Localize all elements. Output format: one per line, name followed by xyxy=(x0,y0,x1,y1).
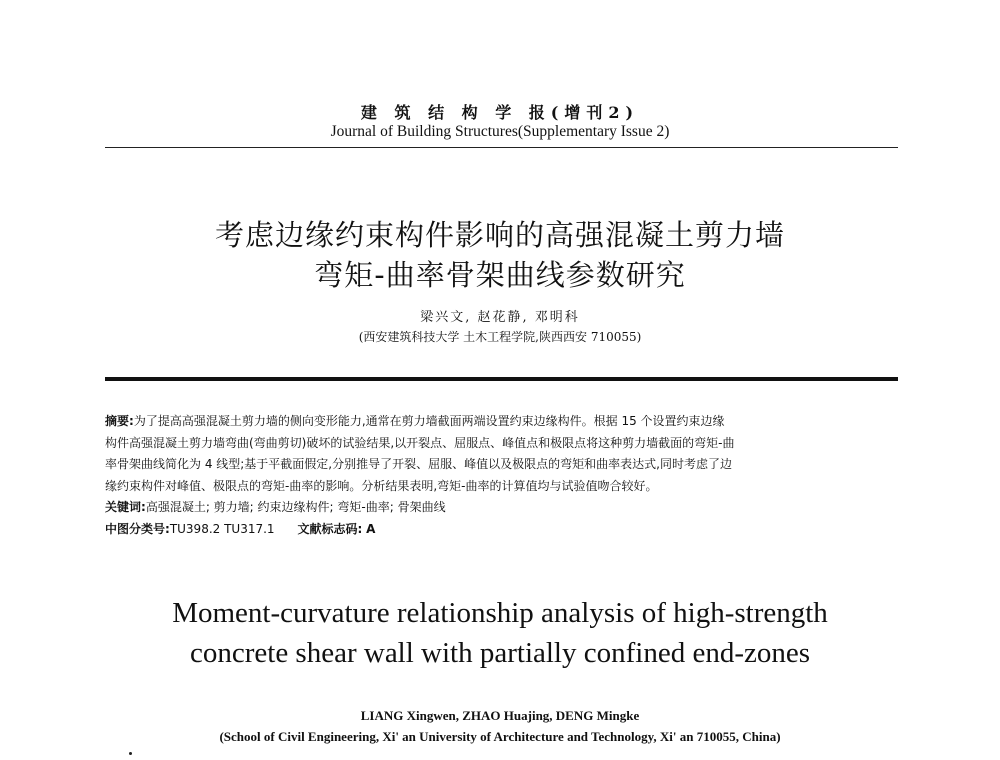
abstract-label: 摘要: xyxy=(105,414,134,428)
paper-title-en-line1: Moment-curvature relationship analysis of high-strength xyxy=(172,597,828,629)
paper-title-cn-line2: 弯矩-曲率骨架曲线参数研究 xyxy=(314,258,686,292)
classification-code: TU398.2 TU317.1 xyxy=(169,521,275,536)
affiliation-cn: (西安建筑科技大学 土木工程学院,陕西西安 710055) xyxy=(358,330,642,344)
abstract-line: 率骨架曲线简化为 4 线型;基于平截面假定,分别推导了开裂、屈服、峰值以及极限点的弯矩和曲率表达式,同时考虑了边 xyxy=(105,457,732,471)
journal-name-en: Journal of Building Structures(Supplementary Issue 2) xyxy=(330,123,670,140)
keywords-label: 关键词: xyxy=(105,500,146,514)
abstract-block xyxy=(105,411,900,540)
keywords-text: 高强混凝土; 剪力墙; 约束边缘构件; 弯矩-曲率; 骨架曲线 xyxy=(145,500,446,514)
keywords-line xyxy=(105,497,900,519)
classification-line xyxy=(105,519,900,541)
abstract-text: 为了提高高强混凝土剪力墙的侧向变形能力,通常在剪力墙截面两端设置约束边缘构件。根据 15 个设置约束边缘 xyxy=(133,414,725,428)
abstract-line: 缘约束构件对峰值、极限点的弯矩-曲率的影响。分析结果表明,弯矩-曲率的计算值均与试验值吻合较好。 xyxy=(105,478,658,493)
authors-en: LIANG Xingwen, ZHAO Huajing, DENG Mingke xyxy=(360,708,640,723)
paper-title-cn-line1: 考虑边缘约束构件影响的高强混凝土剪力墙 xyxy=(214,218,785,252)
section-divider xyxy=(105,377,898,381)
doc-code: A xyxy=(366,521,376,536)
authors-cn: 梁兴文, 赵花静, 邓明科 xyxy=(420,310,580,325)
affiliation-en: (School of Civil Engineering, Xi' an University of Architecture and Technology, Xi' an 710055, China) xyxy=(219,729,781,744)
abstract-line: 构件高强混凝土剪力墙弯曲(弯曲剪切)破坏的试验结果,以开裂点、屈服点、峰值点和极限点将这种剪力墙截面的弯矩-曲 xyxy=(105,435,735,450)
journal-name-cn: 建 筑 结 构 学 报(增刊2) xyxy=(360,103,640,122)
scan-speck xyxy=(129,752,132,755)
doc-code-label: 文献标志码: xyxy=(297,521,363,536)
classification-label: 中图分类号: xyxy=(105,521,170,536)
header-divider xyxy=(105,147,898,148)
paper-title-en-line2: concrete shear wall with partially confined end-zones xyxy=(189,637,811,669)
abstract-line xyxy=(105,411,900,433)
